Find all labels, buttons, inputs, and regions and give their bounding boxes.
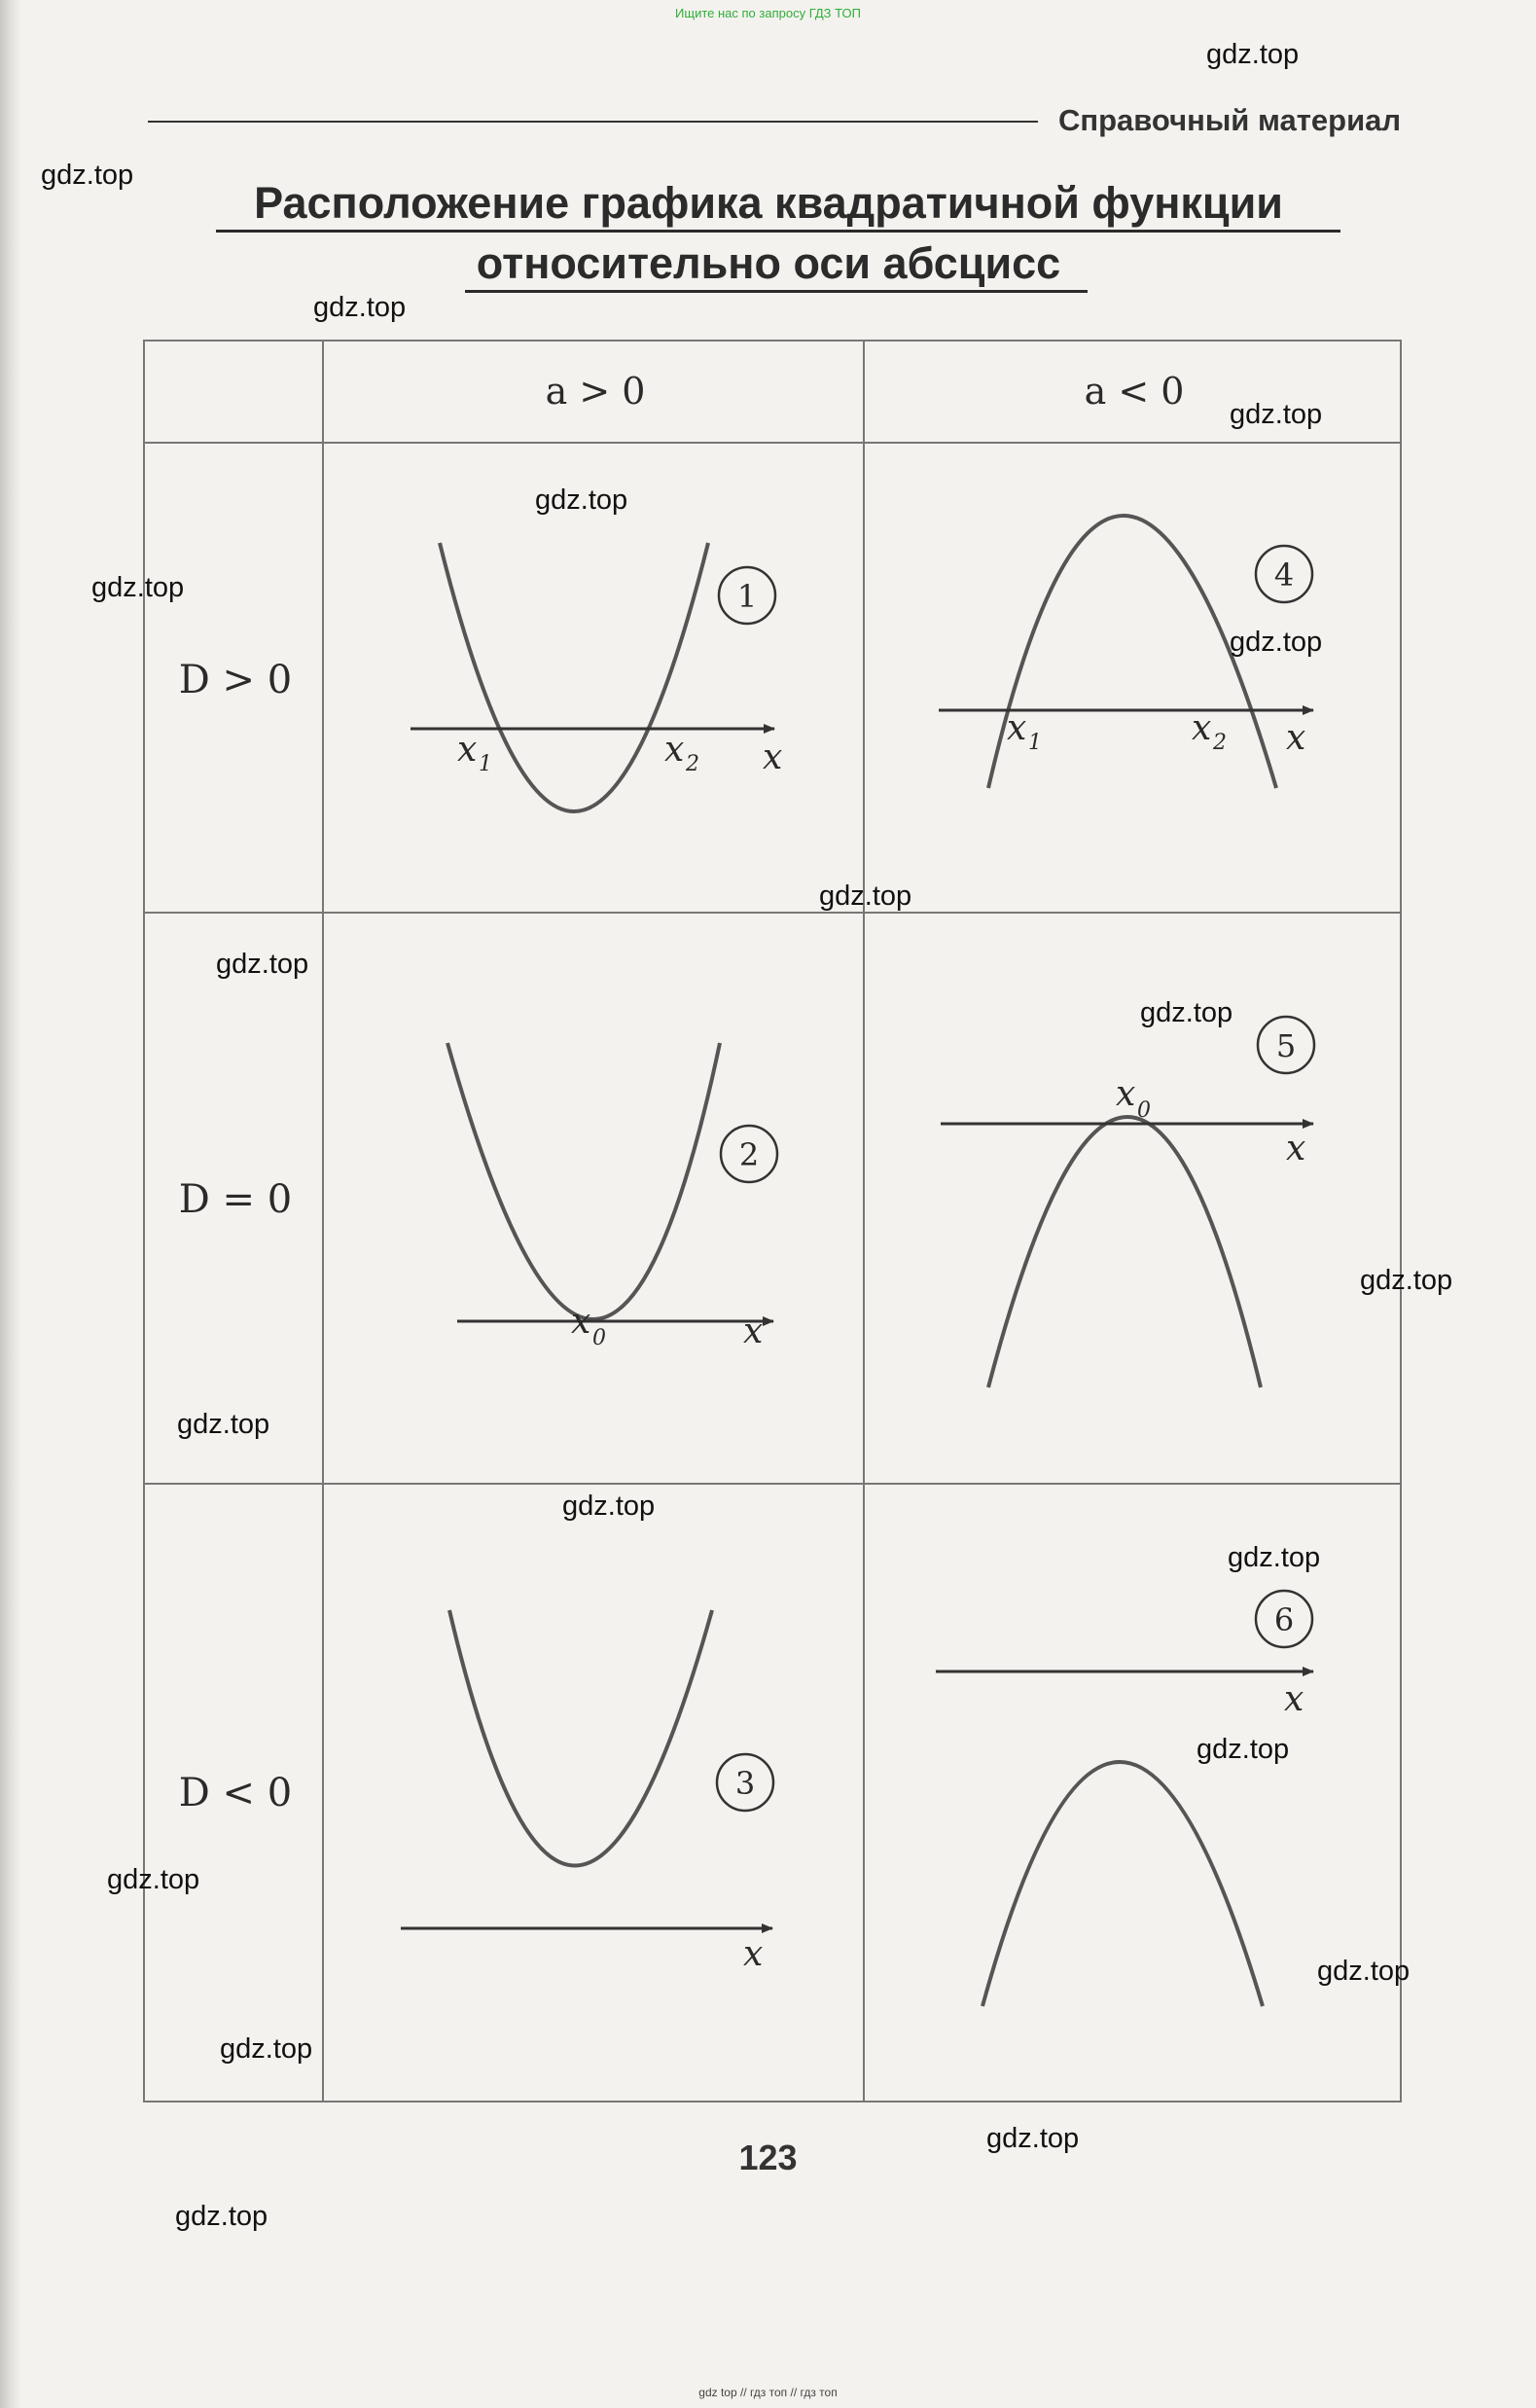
watermark: gdz.top <box>175 2201 268 2232</box>
root-label-x0-sub-neg: 0 <box>1137 1098 1151 1123</box>
root-label-x0-base-neg: x <box>1116 1074 1136 1114</box>
graph-number-5: 5 <box>1275 1027 1297 1064</box>
graph-1-upward-two-roots <box>411 543 782 811</box>
root-label-x1-base: x <box>457 730 478 770</box>
watermark: gdz.top <box>1360 1265 1453 1296</box>
column-header-a-negative: a < 0 <box>1084 370 1185 413</box>
watermark: gdz.top <box>1206 39 1300 70</box>
axis-label-x-6: x <box>1284 1679 1304 1719</box>
row-header-d-negative: D < 0 <box>178 1771 293 1815</box>
watermark: gdz.top <box>1140 997 1233 1028</box>
parabola-2 <box>447 1043 720 1319</box>
parabola-6 <box>982 1762 1263 2006</box>
graph-number-6: 6 <box>1273 1601 1295 1638</box>
watermark: gdz.top <box>107 1864 200 1895</box>
watermark: gdz.top <box>313 292 407 323</box>
axis-label-x-5: x <box>1286 1129 1306 1168</box>
graph-number-2: 2 <box>738 1136 760 1173</box>
row-header-d-positive: D > 0 <box>178 658 293 702</box>
watermark: gdz.top <box>986 2123 1080 2154</box>
axis-label-x-3: x <box>743 1934 764 1974</box>
root-label-x2-base-neg: x <box>1192 708 1212 748</box>
watermark: gdz.top <box>1228 1542 1321 1573</box>
root-label-x0-sub: 0 <box>592 1326 606 1350</box>
watermark: gdz.top <box>1197 1734 1290 1765</box>
root-label-x1-sub-neg: 1 <box>1028 731 1042 755</box>
watermark: gdz.top <box>819 881 912 912</box>
watermark: gdz.top <box>562 1491 656 1522</box>
page-title-line-2: относительно оси абсцисс <box>476 238 1061 288</box>
column-header-a-positive: a > 0 <box>545 370 646 413</box>
bottom-banner[interactable]: gdz top // гдз топ // гдз топ <box>698 2386 838 2399</box>
watermark: gdz.top <box>41 160 134 191</box>
root-label-x2-sub: 2 <box>686 752 699 776</box>
watermark: gdz.top <box>535 485 628 516</box>
graph-number-3: 3 <box>734 1765 756 1802</box>
graph-2-upward-one-root <box>447 1043 777 1351</box>
root-label-x1-sub: 1 <box>479 752 492 776</box>
top-banner[interactable]: Ищите нас по запросу ГДЗ ТОП <box>675 6 861 20</box>
graph-3-upward-no-roots <box>401 1610 773 1974</box>
row-header-d-zero: D = 0 <box>178 1177 293 1222</box>
root-label-x0-base: x <box>571 1302 591 1342</box>
graph-5-downward-one-root <box>941 1017 1314 1387</box>
watermark: gdz.top <box>216 949 309 980</box>
axis-label-x-2: x <box>743 1312 764 1351</box>
watermark: gdz.top <box>220 2033 313 2065</box>
watermark: gdz.top <box>177 1409 270 1440</box>
axis-label-x-4: x <box>1286 718 1306 758</box>
section-label: Справочный материал <box>1058 103 1402 137</box>
parabola-5 <box>988 1117 1261 1387</box>
watermark: gdz.top <box>1317 1956 1411 1987</box>
root-label-x2-base: x <box>664 730 685 770</box>
root-label-x2-sub-neg: 2 <box>1213 731 1227 755</box>
root-label-x1-base-neg: x <box>1007 708 1027 748</box>
parabola-3 <box>449 1610 712 1866</box>
watermark: gdz.top <box>91 572 185 603</box>
page-number: 123 <box>738 2138 798 2177</box>
watermark: gdz.top <box>1230 399 1323 430</box>
graph-6-downward-no-roots <box>936 1591 1313 2006</box>
axis-label-x-1: x <box>763 737 783 777</box>
graph-number-1: 1 <box>736 578 758 615</box>
watermark: gdz.top <box>1230 627 1323 658</box>
page-title-line-1: Расположение графика квадратичной функции <box>254 178 1283 228</box>
graph-number-4: 4 <box>1273 557 1295 593</box>
